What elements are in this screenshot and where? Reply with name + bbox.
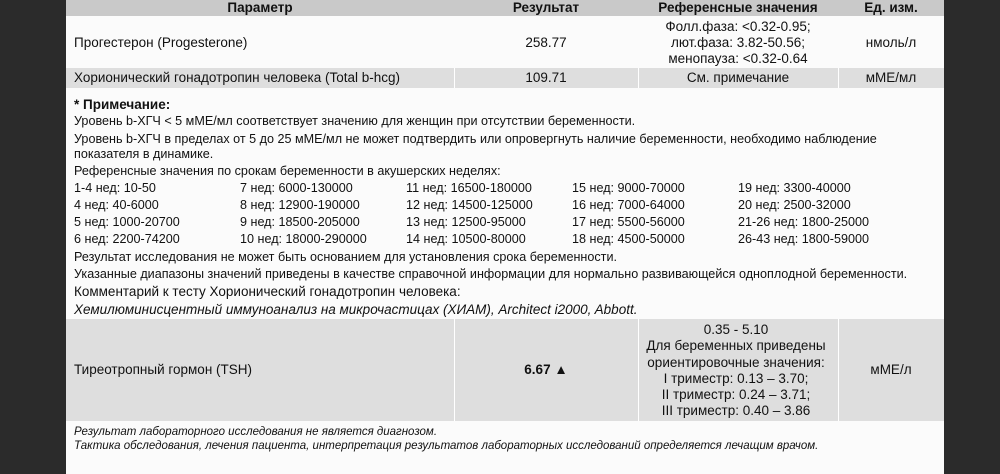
week-range: 6 нед: 2200-74200 (74, 232, 180, 246)
week-range: 7 нед: 6000-130000 (240, 181, 353, 195)
week-range: 20 нед: 2500-32000 (738, 198, 851, 212)
row-param: Прогестерон (Progesterone) (74, 35, 248, 50)
week-range: 1-4 нед: 10-50 (74, 181, 156, 195)
header-reference: Референсные значения (658, 0, 818, 15)
week-range: 21-26 нед: 1800-25000 (738, 215, 869, 229)
row-result-flagged: 6.67 ▲ (524, 362, 568, 377)
header-parameter: Параметр (227, 0, 293, 15)
week-range: 12 нед: 14500-125000 (406, 198, 533, 212)
note-text: Результат исследования не может быть основанием для установления срока беременности. (74, 250, 617, 264)
note-text: Референсные значения по срокам беременности в акушерских неделях: (74, 164, 501, 178)
week-range: 18 нед: 4500-50000 (572, 232, 685, 246)
week-range: 15 нед: 9000-70000 (572, 181, 685, 195)
row-reference: 0.35 - 5.10 Для беременных приведены ориентировочные значения: I триместр: 0.13 – 3.70; II триместр: 0.24 – 3.71; III триместр: 0.40 – 3.86 (646, 322, 826, 419)
note-text: показателя в динамике. (74, 147, 214, 161)
row-unit: мМЕ/мл (865, 70, 917, 85)
footer-disclaimer: Результат лабораторного исследования не является диагнозом. (74, 426, 438, 438)
week-range: 8 нед: 12900-190000 (240, 198, 360, 212)
hcg-method: Хемилюминисцентный иммуноанализ на микрочастицах (ХИАМ), Architect i2000, Abbott. (74, 302, 638, 317)
row-reference: Фолл.фаза: <0.32-0.95; лют.фаза: 3.82-50.56; менопауза: <0.32-0.64 (665, 19, 811, 66)
note-text: Указанные диапазоны значений приведены в качестве справочной информации для нормально развивающейся одноплодной беременности. (74, 267, 908, 281)
table-row (66, 17, 944, 67)
row-result: 109.71 (525, 70, 567, 85)
table-header (66, 0, 944, 16)
note-title: * Примечание: (74, 97, 171, 112)
note-text: Уровень b-ХГЧ < 5 мМЕ/мл соответствует значению для женщин при отсутствии беременности. (74, 114, 636, 128)
row-unit: мМЕ/л (870, 362, 912, 377)
week-range: 16 нед: 7000-64000 (572, 198, 685, 212)
row-reference: См. примечание (686, 70, 790, 85)
week-range: 5 нед: 1000-20700 (74, 215, 180, 229)
week-range: 4 нед: 40-6000 (74, 198, 159, 212)
week-range: 10 нед: 18000-290000 (240, 232, 367, 246)
footer-disclaimer: Тактика обследования, лечения пациента, интерпретация результатов лабораторных исследований определяется лечащим врачом. (74, 440, 819, 452)
week-range: 14 нед: 10500-80000 (406, 232, 526, 246)
week-range: 17 нед: 5500-56000 (572, 215, 685, 229)
row-param: Тиреотропный гормон (TSH) (74, 362, 253, 377)
lab-report-sheet (66, 0, 944, 474)
week-range: 26-43 нед: 1800-59000 (738, 232, 869, 246)
row-result: 258.77 (525, 35, 567, 50)
row-unit: нмоль/л (865, 35, 917, 50)
header-result: Результат (512, 0, 580, 15)
hcg-comment-title: Комментарий к тесту Хорионический гонадотропин человека: (74, 284, 461, 299)
week-range: 13 нед: 12500-95000 (406, 215, 526, 229)
row-param: Хорионический гонадотропин человека (Total b-hcg) (74, 70, 401, 85)
week-range: 11 нед: 16500-180000 (406, 181, 532, 195)
table-row (66, 68, 944, 88)
header-unit: Ед. изм. (864, 0, 918, 15)
week-range: 19 нед: 3300-40000 (738, 181, 851, 195)
week-range: 9 нед: 18500-205000 (240, 215, 360, 229)
note-text: Уровень b-ХГЧ в пределах от 5 до 25 мМЕ/мл не может подтвердить или опровергнуть наличие беременности, необходимо наблюдение (74, 132, 877, 146)
